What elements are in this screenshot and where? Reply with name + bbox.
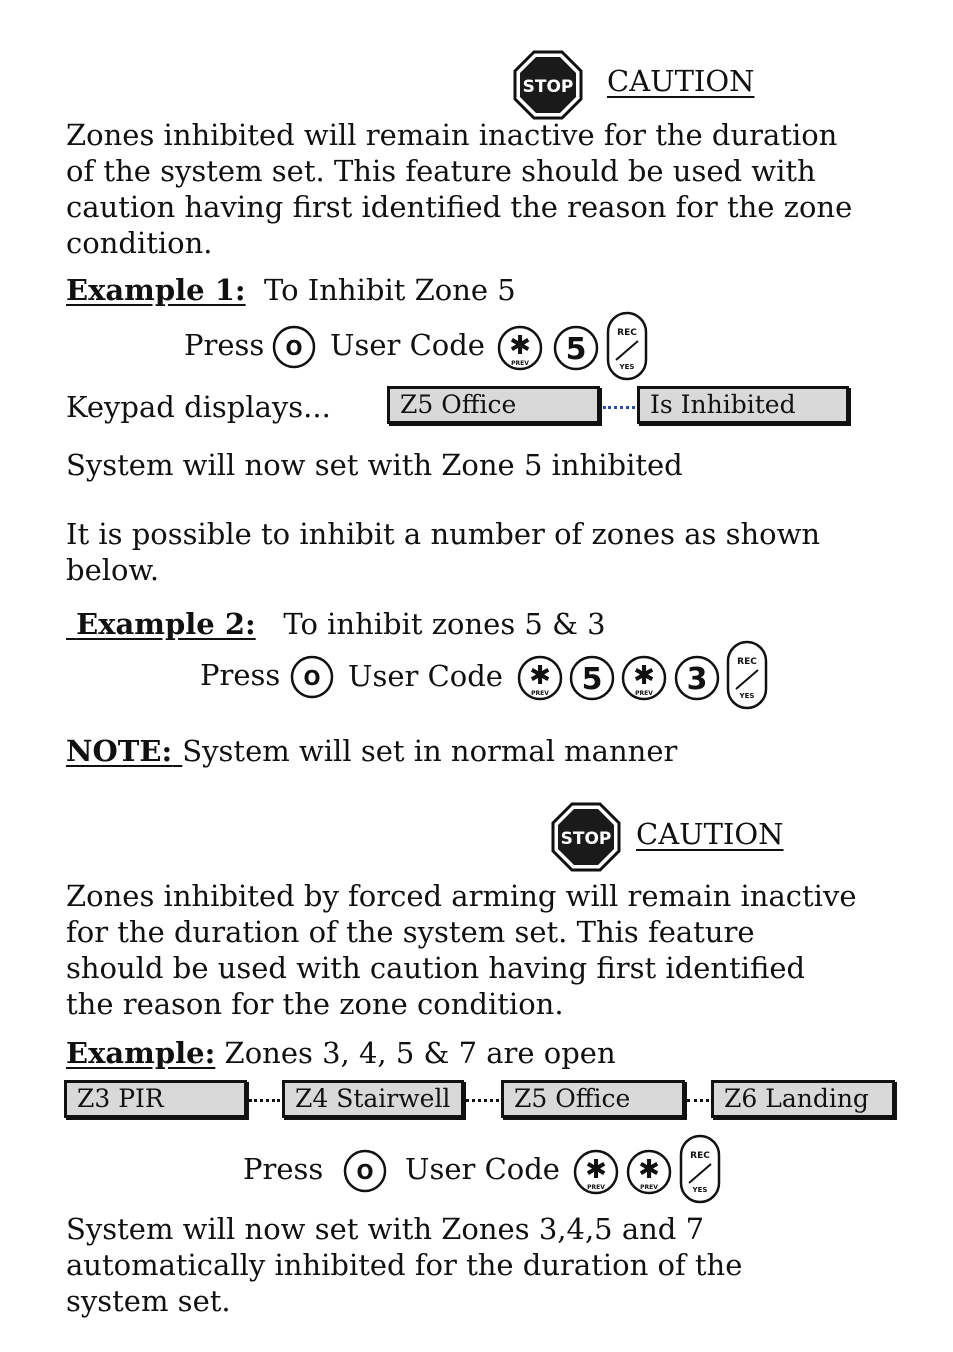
caution-heading: CAUTION (607, 64, 755, 98)
rec-yes-key-icon (679, 1134, 721, 1208)
example-label: Example 2: (76, 607, 256, 641)
paragraph-line: condition. (66, 226, 213, 260)
example-text: To Inhibit Zone 5 (264, 273, 516, 307)
star-prev-key-icon (517, 655, 563, 705)
svg-text:✱: ✱ (638, 1155, 660, 1185)
example-label: Example: (66, 1036, 216, 1070)
user-code-label: User Code (330, 328, 485, 362)
svg-text:PREV: PREV (635, 690, 653, 697)
user-code-label: User Code (348, 659, 503, 693)
stop-icon-text: STOP (522, 77, 574, 97)
result-text: System will now set with Zone 5 inhibited (66, 448, 683, 482)
svg-text:PREV: PREV (587, 1184, 605, 1191)
five-key-icon (553, 325, 599, 375)
keypad-display: Z6 Landing (711, 1080, 895, 1118)
svg-text:PREV: PREV (531, 690, 549, 697)
star-prev-key-icon (573, 1149, 619, 1199)
paragraph-line: Zones inhibited will remain inactive for the duration (66, 118, 838, 152)
multi-zone-paragraph (66, 516, 926, 588)
three-key-icon (674, 655, 720, 705)
svg-text:O: O (303, 666, 321, 690)
svg-text:✱: ✱ (529, 661, 551, 691)
keypad-display: Z4 Stairwell (282, 1080, 464, 1118)
paragraph-line: should be used with caution having first identified (66, 951, 806, 985)
paragraph-line: system set. (66, 1284, 231, 1318)
rec-yes-key-icon (726, 640, 768, 714)
svg-text:YES: YES (619, 363, 635, 371)
stop-icon (513, 50, 583, 124)
press-label: Press (200, 658, 281, 692)
paragraph-line: Zones inhibited by forced arming will remain inactive (66, 879, 857, 913)
note (66, 733, 677, 769)
star-prev-key-icon (621, 655, 667, 705)
paragraph-line: It is possible to inhibit a number of zones as shown (66, 517, 821, 551)
zero-key-icon (272, 325, 316, 373)
paragraph-line: System will now set with Zones 3,4,5 and 7 (66, 1212, 705, 1246)
svg-text:O: O (356, 1160, 374, 1184)
note-text: System will set in normal manner (182, 734, 678, 768)
five-key-icon (569, 655, 615, 705)
display-connector (687, 1099, 709, 1102)
svg-text:3: 3 (686, 662, 708, 697)
keypad-display: Is Inhibited (637, 386, 849, 424)
paragraph-line: below. (66, 553, 160, 587)
example-1-heading (66, 272, 516, 308)
display-connector (603, 406, 635, 409)
caution-heading: CAUTION (636, 817, 784, 851)
paragraph-line: automatically inhibited for the duration of the (66, 1248, 743, 1282)
example-label: Example 1: (66, 273, 246, 307)
star-prev-key-icon (626, 1149, 672, 1199)
note-label: NOTE: (66, 734, 173, 768)
keypad-display: Z3 PIR (64, 1080, 247, 1118)
example-text: To inhibit zones 5 & 3 (283, 607, 606, 641)
display-connector (249, 1099, 280, 1102)
svg-text:5: 5 (565, 332, 587, 367)
paragraph-line: the reason for the zone condition. (66, 987, 564, 1021)
example-2-heading (66, 606, 606, 642)
svg-text:PREV: PREV (511, 360, 529, 367)
stop-icon-text: STOP (560, 829, 612, 849)
press-label: Press (243, 1152, 324, 1186)
svg-text:✱: ✱ (633, 661, 655, 691)
svg-text:✱: ✱ (585, 1155, 607, 1185)
paragraph-line: for the duration of the system set. This feature (66, 915, 755, 949)
keypad-displays-label: Keypad displays... (66, 390, 331, 424)
zero-key-icon (290, 655, 334, 703)
user-code-label: User Code (405, 1152, 560, 1186)
svg-text:REC: REC (737, 657, 757, 667)
rec-yes-key-icon (606, 311, 648, 385)
svg-text:YES: YES (692, 1186, 708, 1194)
keypad-display: Z5 Office (501, 1080, 685, 1118)
keypad-display: Z5 Office (387, 386, 600, 424)
example-text: Zones 3, 4, 5 & 7 are open (224, 1036, 616, 1070)
paragraph-line: of the system set. This feature should be used with (66, 154, 816, 188)
result-paragraph (66, 1211, 926, 1319)
display-connector (466, 1099, 499, 1102)
zero-key-icon (343, 1149, 387, 1197)
example-3-heading (66, 1035, 616, 1071)
caution-paragraph (66, 878, 926, 1022)
paragraph-line: caution having first identified the reason for the zone (66, 190, 853, 224)
svg-text:✱: ✱ (509, 331, 531, 361)
stop-icon (551, 802, 621, 876)
svg-text:REC: REC (617, 328, 637, 338)
svg-text:O: O (285, 336, 303, 360)
svg-text:REC: REC (690, 1151, 710, 1161)
svg-text:5: 5 (581, 662, 603, 697)
svg-text:YES: YES (739, 692, 755, 700)
caution-paragraph (66, 117, 926, 261)
star-prev-key-icon (497, 325, 543, 375)
svg-text:PREV: PREV (640, 1184, 658, 1191)
press-label: Press (184, 328, 265, 362)
